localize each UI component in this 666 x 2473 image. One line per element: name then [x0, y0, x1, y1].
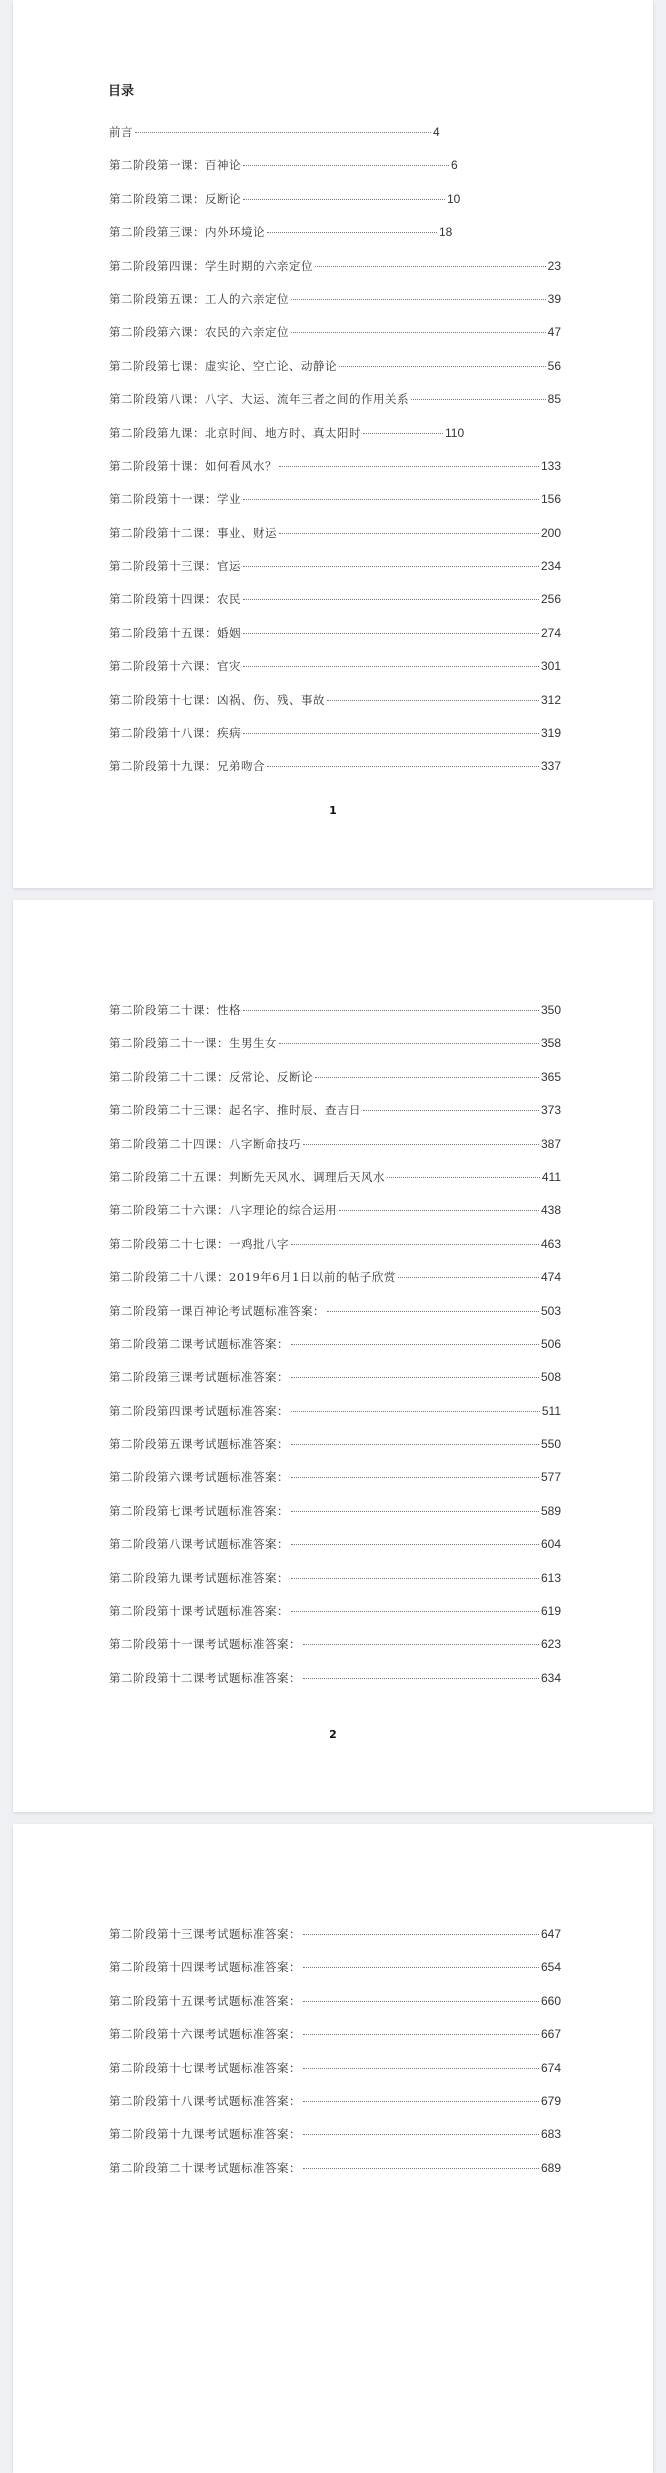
toc-leader-dots: [291, 1544, 539, 1545]
toc-entry-page-number: 365: [540, 1069, 561, 1084]
toc-entry[interactable]: [109, 1926, 561, 1959]
toc-entry[interactable]: [109, 2093, 561, 2126]
toc-entry-page-number: 634: [540, 1670, 561, 1685]
toc-entry-page-number: 274: [540, 625, 561, 640]
toc-leader-dots: [398, 1277, 539, 1278]
toc-entry-page-number: 358: [540, 1036, 561, 1051]
toc-entry-title: 第二阶段第十八课：疾病: [109, 726, 241, 741]
toc-leader-dots: [267, 766, 539, 767]
toc-entry-line: [109, 1636, 561, 1652]
toc-leader-dots: [303, 1644, 539, 1645]
toc-entry[interactable]: [109, 224, 561, 257]
toc-entry-line: [109, 358, 561, 374]
toc-entry-page-number: 350: [540, 1003, 561, 1017]
toc-leader-dots: [243, 599, 539, 600]
toc-entry[interactable]: [109, 1670, 561, 1703]
toc-entry[interactable]: [109, 2026, 561, 2059]
toc-leader-dots: [243, 633, 539, 634]
toc-entry-line: [109, 2026, 561, 2042]
toc-entry-line: [109, 1336, 561, 1352]
toc-entry-page-number: 647: [540, 1927, 561, 1941]
toc-entry[interactable]: [109, 1959, 561, 1992]
toc-leader-dots: [303, 2168, 539, 2169]
toc-leader-dots: [315, 266, 546, 267]
toc-entry-page-number: 85: [547, 392, 561, 407]
toc-entry-line: [109, 558, 561, 574]
toc-entry-page-number: 301: [540, 659, 561, 674]
toc-entry[interactable]: [109, 491, 561, 524]
toc-leader-dots: [303, 1967, 539, 1968]
toc-entry-page-number: 503: [540, 1303, 561, 1318]
toc-entry-line: [109, 1136, 561, 1152]
document-page-1: [13, 0, 653, 888]
toc-entry[interactable]: [109, 1169, 561, 1202]
toc-leader-dots: [291, 1377, 539, 1378]
toc-entry-title: 第二阶段第十一课：学业: [109, 492, 241, 507]
toc-entry-line: [109, 258, 561, 274]
toc-leader-dots: [327, 1311, 539, 1312]
toc-entry-title: 第二阶段第六课：农民的六亲定位: [109, 325, 289, 340]
toc-entry-line: [109, 1959, 561, 1975]
toc-entry-title: 第二阶段第九课：北京时间、地方时、真太阳时: [109, 425, 361, 440]
toc-leader-dots: [303, 1678, 539, 1679]
toc-title: 目录: [108, 84, 135, 99]
toc-entry-title: 第二阶段第四课：学生时期的六亲定位: [109, 258, 313, 273]
toc-leader-dots: [291, 1244, 539, 1245]
toc-leader-dots: [243, 199, 445, 200]
toc-leader-dots: [291, 1578, 539, 1579]
toc-entry-title: 第二阶段第七课：虚实论、空亡论、动静论: [109, 358, 337, 373]
toc-entry[interactable]: [109, 1102, 561, 1135]
toc-leader-dots: [291, 1344, 539, 1345]
toc-entry[interactable]: [109, 258, 561, 291]
toc-entry[interactable]: [109, 1136, 561, 1169]
toc-entry[interactable]: [109, 525, 561, 558]
toc-entry-page-number: 654: [540, 1960, 561, 1975]
toc-entry-title: 第二阶段第一课百神论考试题标准答案：: [109, 1303, 325, 1318]
toc-entry-line: [109, 1202, 561, 1218]
toc-entry[interactable]: [109, 1202, 561, 1235]
toc-entry-line: [109, 1303, 561, 1319]
toc-entry-page-number: 613: [540, 1570, 561, 1585]
toc-entry-line: [109, 1436, 561, 1452]
toc-entry-page-number: 438: [540, 1203, 561, 1218]
toc-leader-dots: [327, 700, 539, 701]
toc-entry-title: 第二阶段第十一课考试题标准答案：: [109, 1637, 301, 1652]
toc-entry[interactable]: [109, 1436, 561, 1469]
toc-entry-page-number: 508: [540, 1370, 561, 1385]
toc-entry-line: [109, 1236, 561, 1252]
toc-entry[interactable]: [109, 124, 561, 157]
toc-entry-line: [109, 725, 561, 741]
toc-entry-title: 第二阶段第十九课考试题标准答案：: [109, 2127, 301, 2142]
toc-leader-dots: [303, 2134, 539, 2135]
toc-entry-line: [109, 2093, 561, 2109]
toc-leader-dots: [291, 1511, 539, 1512]
page-number: 1: [329, 804, 337, 817]
toc-entry-title: 第二阶段第十五课：婚姻: [109, 625, 241, 640]
toc-entry-page-number: 511: [541, 1403, 561, 1418]
toc-entry-line: [109, 458, 561, 474]
toc-entry[interactable]: [109, 1603, 561, 1636]
toc-entry-line: [109, 2160, 561, 2176]
toc-entry-page-number: 679: [540, 2093, 561, 2108]
toc-leader-dots: [279, 466, 539, 467]
toc-entry[interactable]: [109, 324, 561, 357]
toc-leader-dots: [291, 1444, 539, 1445]
toc-entry-line: [109, 525, 561, 541]
toc-entry-line: [109, 625, 561, 641]
toc-entry[interactable]: [109, 1336, 561, 1369]
toc-leader-dots: [279, 1043, 539, 1044]
toc-entry-line: [109, 1269, 561, 1285]
toc-entry-title: 第二阶段第二十八课：2019年6月1日以前的帖子欣赏: [109, 1270, 396, 1285]
toc-entry-page-number: 589: [540, 1503, 561, 1518]
toc-leader-dots: [267, 232, 437, 233]
toc-entry-title: 第二阶段第十六课考试题标准答案：: [109, 2027, 301, 2042]
toc-entry-page-number: 47: [547, 325, 561, 340]
toc-entry-title: 第二阶段第二十二课：反常论、反断论: [109, 1069, 313, 1084]
toc-leader-dots: [339, 366, 546, 367]
toc-entry-line: [109, 2126, 561, 2142]
toc-entry[interactable]: [109, 1403, 561, 1436]
toc-entry-page-number: 689: [540, 2160, 561, 2175]
toc-entry-line: [109, 224, 561, 240]
toc-entry-page-number: 604: [540, 1537, 561, 1552]
toc-entry-page-number: 674: [540, 2060, 561, 2075]
toc-entry-line: [109, 391, 561, 407]
toc-entry-title: 第二阶段第四课考试题标准答案：: [109, 1403, 289, 1418]
toc-entry-title: 前言: [109, 125, 133, 139]
toc-entry-title: 第二阶段第三课：内外环境论: [109, 225, 265, 240]
toc-entry-line: [109, 1503, 561, 1519]
toc-entry-title: 第二阶段第十七课考试题标准答案：: [109, 2060, 301, 2075]
toc-leader-dots: [279, 533, 539, 534]
toc-entry-line: [109, 1926, 561, 1942]
toc-leader-dots: [363, 433, 443, 434]
toc-entry-title: 第二阶段第五课：工人的六亲定位: [109, 291, 289, 306]
toc-leader-dots: [303, 2034, 539, 2035]
toc-leader-dots: [243, 666, 539, 667]
toc-entry-page-number: 4: [433, 125, 440, 139]
toc-entry[interactable]: [109, 291, 561, 324]
toc-entry-page-number: 234: [540, 559, 561, 574]
toc-leader-dots: [243, 165, 449, 166]
toc-entry-line: [109, 1002, 561, 1018]
toc-entry-line: [109, 1069, 561, 1085]
toc-entry-title: 第二阶段第八课考试题标准答案：: [109, 1537, 289, 1552]
toc-entry-title: 第二阶段第八课：八字、大运、流年三者之间的作用关系: [109, 392, 409, 407]
toc-entry[interactable]: [109, 425, 561, 458]
toc-entry-line: [109, 1993, 561, 2009]
toc-entry[interactable]: [109, 1236, 561, 1269]
toc-entry-page-number: 312: [540, 692, 561, 707]
toc-entry-title: 第二阶段第十八课考试题标准答案：: [109, 2093, 301, 2108]
toc-entry-title: 第二阶段第十四课：农民: [109, 592, 241, 607]
toc-leader-dots: [315, 1077, 539, 1078]
toc-entry-page-number: 156: [540, 492, 561, 507]
toc-entry-line: [109, 692, 561, 708]
toc-entry-title: 第二阶段第十五课考试题标准答案：: [109, 1993, 301, 2008]
toc-entry-title: 第二阶段第二十课：性格: [109, 1003, 241, 1017]
toc-entry-page-number: 133: [540, 458, 561, 473]
toc-leader-dots: [291, 299, 546, 300]
toc-entry-line: [109, 124, 561, 140]
toc-entry-line: [109, 1570, 561, 1586]
toc-entry[interactable]: [109, 558, 561, 591]
toc-entry[interactable]: [109, 1993, 561, 2026]
toc-entry-title: 第二阶段第十七课：凶祸、伤、残、事故: [109, 692, 325, 707]
toc-entry-page-number: 6: [451, 158, 458, 173]
toc-entry[interactable]: [109, 658, 561, 691]
document-page-2: [13, 900, 653, 1812]
toc-entry-page-number: 577: [540, 1470, 561, 1485]
toc-entry-title: 第二阶段第十四课考试题标准答案：: [109, 1960, 301, 1975]
toc-entry-title: 第二阶段第二十五课：判断先天风水、调理后天风水: [109, 1169, 385, 1184]
toc-entry-line: [109, 591, 561, 607]
toc-leader-dots: [291, 1611, 539, 1612]
toc-entry-line: [109, 1603, 561, 1619]
toc-leader-dots: [387, 1177, 540, 1178]
toc-list-page-2: [109, 1002, 561, 1703]
toc-entry-title: 第二阶段第二十一课：生男生女: [109, 1036, 277, 1051]
toc-entry[interactable]: [109, 1269, 561, 1302]
toc-entry[interactable]: [109, 1536, 561, 1569]
toc-entry-line: [109, 425, 561, 441]
toc-entry-page-number: 550: [540, 1437, 561, 1452]
toc-leader-dots: [303, 2101, 539, 2102]
toc-entry-page-number: 200: [540, 525, 561, 540]
toc-entry[interactable]: [109, 1303, 561, 1336]
toc-entry[interactable]: [109, 591, 561, 624]
toc-entry-page-number: 683: [540, 2127, 561, 2142]
page-number: 2: [329, 1728, 337, 1741]
toc-entry-title: 第二阶段第二课：反断论: [109, 191, 241, 206]
toc-entry-title: 第二阶段第二十四课：八字断命技巧: [109, 1136, 301, 1151]
toc-entry[interactable]: [109, 1570, 561, 1603]
toc-entry-title: 第二阶段第十六课：官灾: [109, 659, 241, 674]
toc-entry-line: [109, 491, 561, 507]
toc-entry-page-number: 623: [540, 1637, 561, 1652]
toc-leader-dots: [339, 1210, 539, 1211]
toc-entry[interactable]: [109, 1035, 561, 1068]
toc-leader-dots: [303, 1934, 539, 1935]
toc-entry-title: 第二阶段第二十七课：一鸡批八字: [109, 1236, 289, 1251]
toc-entry-line: [109, 1102, 561, 1118]
toc-entry[interactable]: [109, 625, 561, 658]
toc-entry-line: [109, 1469, 561, 1485]
toc-entry[interactable]: [109, 758, 561, 791]
toc-entry-title: 第二阶段第三课考试题标准答案：: [109, 1370, 289, 1385]
toc-entry-page-number: 39: [547, 291, 561, 306]
toc-leader-dots: [411, 399, 546, 400]
toc-entry-line: [109, 1035, 561, 1051]
toc-entry-title: 第二阶段第七课考试题标准答案：: [109, 1503, 289, 1518]
toc-entry-page-number: 411: [541, 1169, 561, 1184]
toc-entry-line: [109, 1536, 561, 1552]
toc-entry-page-number: 10: [447, 191, 461, 206]
toc-entry[interactable]: [109, 391, 561, 424]
toc-entry-page-number: 660: [540, 1993, 561, 2008]
toc-entry[interactable]: [109, 692, 561, 725]
toc-entry-title: 第二阶段第二课考试题标准答案：: [109, 1336, 289, 1351]
toc-entry-page-number: 319: [540, 726, 561, 741]
toc-entry[interactable]: [109, 1503, 561, 1536]
toc-leader-dots: [243, 566, 539, 567]
toc-entry-line: [109, 1169, 561, 1185]
toc-entry-page-number: 23: [547, 258, 561, 273]
toc-entry[interactable]: [109, 1002, 561, 1035]
toc-entry-line: [109, 291, 561, 307]
toc-entry-page-number: 474: [540, 1270, 561, 1285]
toc-entry-page-number: 110: [445, 425, 465, 440]
toc-entry[interactable]: [109, 157, 561, 190]
toc-entry-title: 第二阶段第十课考试题标准答案：: [109, 1604, 289, 1619]
toc-entry[interactable]: [109, 2126, 561, 2159]
toc-entry-title: 第二阶段第二十课考试题标准答案：: [109, 2160, 301, 2175]
toc-entry-title: 第二阶段第六课考试题标准答案：: [109, 1470, 289, 1485]
toc-entry-line: [109, 2060, 561, 2076]
toc-list-page-1: [109, 124, 561, 792]
toc-leader-dots: [303, 2068, 539, 2069]
toc-entry-page-number: 256: [540, 592, 561, 607]
toc-entry[interactable]: [109, 2060, 561, 2093]
toc-leader-dots: [291, 1477, 539, 1478]
toc-entry-page-number: 506: [540, 1336, 561, 1351]
toc-entry-title: 第二阶段第二十三课：起名字、推时辰、查吉日: [109, 1103, 361, 1118]
toc-entry-title: 第二阶段第十二课：事业、财运: [109, 525, 277, 540]
toc-leader-dots: [291, 1411, 540, 1412]
toc-entry[interactable]: [109, 1636, 561, 1669]
toc-leader-dots: [243, 733, 539, 734]
toc-entry-line: [109, 658, 561, 674]
toc-entry-page-number: 387: [540, 1136, 561, 1151]
toc-entry-title: 第二阶段第九课考试题标准答案：: [109, 1570, 289, 1585]
toc-entry[interactable]: [109, 458, 561, 491]
document-page-3: [13, 1824, 653, 2473]
toc-leader-dots: [303, 2001, 539, 2002]
toc-leader-dots: [243, 499, 539, 500]
toc-leader-dots: [303, 1144, 539, 1145]
toc-entry-line: [109, 1670, 561, 1686]
toc-entry[interactable]: [109, 1369, 561, 1402]
toc-entry-line: [109, 157, 561, 173]
toc-entry-line: [109, 758, 561, 774]
toc-entry-title: 第二阶段第十三课考试题标准答案：: [109, 1927, 301, 1941]
toc-entry-title: 第二阶段第五课考试题标准答案：: [109, 1437, 289, 1452]
toc-entry[interactable]: [109, 2160, 561, 2193]
toc-entry-page-number: 373: [540, 1103, 561, 1118]
toc-entry-title: 第二阶段第十二课考试题标准答案：: [109, 1670, 301, 1685]
toc-list-page-3: [109, 1926, 561, 2193]
toc-entry-title: 第二阶段第十课：如何看风水？: [109, 458, 277, 473]
toc-leader-dots: [363, 1110, 539, 1111]
toc-leader-dots: [291, 332, 546, 333]
toc-entry-page-number: 667: [540, 2027, 561, 2042]
toc-entry-page-number: 463: [540, 1236, 561, 1251]
toc-entry-line: [109, 324, 561, 340]
toc-entry-title: 第二阶段第二十六课：八字理论的综合运用: [109, 1203, 337, 1218]
toc-entry[interactable]: [109, 358, 561, 391]
toc-entry[interactable]: [109, 725, 561, 758]
toc-entry-title: 第二阶段第一课：百神论: [109, 158, 241, 173]
toc-entry[interactable]: [109, 1469, 561, 1502]
toc-leader-dots: [243, 1010, 539, 1011]
toc-entry-title: 第二阶段第十九课：兄弟吻合: [109, 759, 265, 774]
toc-entry-title: 第二阶段第十三课：官运: [109, 559, 241, 574]
toc-leader-dots: [135, 132, 431, 133]
toc-entry-line: [109, 1403, 561, 1419]
toc-entry-page-number: 18: [439, 225, 453, 240]
toc-entry-line: [109, 191, 561, 207]
toc-entry-page-number: 337: [540, 759, 561, 774]
toc-entry[interactable]: [109, 191, 561, 224]
toc-entry-page-number: 56: [547, 358, 561, 373]
toc-entry-page-number: 619: [540, 1604, 561, 1619]
toc-entry-line: [109, 1369, 561, 1385]
toc-entry[interactable]: [109, 1069, 561, 1102]
